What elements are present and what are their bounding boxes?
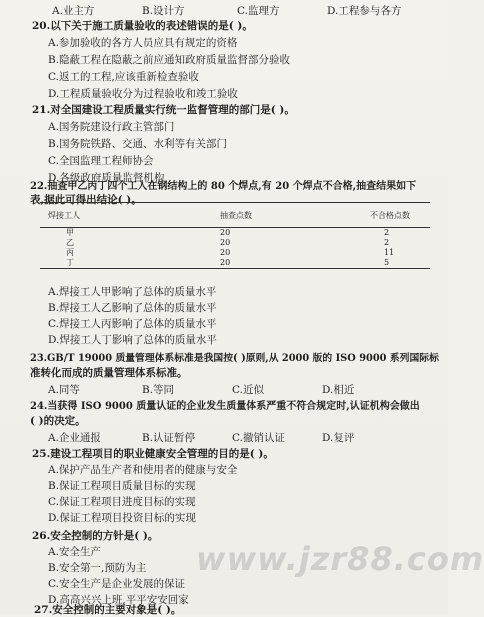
q22-stem-line1: 22.抽查甲乙丙丁四个工人在钢结构上的 80 个焊点,有 20 个焊点不合格,抽查结果如下 <box>30 181 417 192</box>
q24-option-b: B.认证暂停 <box>142 432 196 444</box>
q24-option-a: A.企业通报 <box>48 432 101 444</box>
q19-option-a: A.业主方 <box>52 5 95 17</box>
q23-option-a: A.同等 <box>48 384 80 396</box>
q22-option-d: D.焊接工人丁影响了总体的质量水平 <box>48 334 217 346</box>
q26-option-a: A.安全生产 <box>48 546 101 558</box>
q24-option-d: D.复评 <box>322 432 355 444</box>
cell-defective: 11 <box>384 248 395 257</box>
q20-option-a: A.参加验收的各方人员应具有规定的资格 <box>48 37 238 49</box>
table-row <box>40 238 430 248</box>
q25-stem: 25.建设工程项目的职业健康安全管理的目的是( )。 <box>32 448 274 460</box>
q23-option-b: B.等同 <box>142 384 175 396</box>
q26-option-d: D.高高兴兴上班,平平安安回家 <box>48 594 189 606</box>
q25-option-b: B.保证工程项目质量目标的实现 <box>48 480 196 492</box>
cell-defective: 5 <box>384 258 390 267</box>
q21-option-c: C.全国监理工程师协会 <box>48 155 154 167</box>
q20-stem: 20.以下关于施工质量验收的表述错误的是( )。 <box>32 20 253 32</box>
q23-option-d: D.相近 <box>322 384 355 396</box>
table-row <box>40 228 430 238</box>
cell-defective: 2 <box>384 228 390 237</box>
q23-stem-line2: 准转化而成的质量管理体系标准。 <box>30 367 188 379</box>
table-header <box>40 203 430 228</box>
cell-worker: 甲 <box>66 228 74 237</box>
q19-option-d: D.工程参与各方 <box>327 5 402 17</box>
q27-stem: 27.安全控制的主要对象是( )。 <box>34 604 182 616</box>
header-sampled: 抽查点数 <box>220 211 252 220</box>
q26-option-b: B.安全第一,预防为主 <box>48 562 147 574</box>
header-defective: 不合格点数 <box>370 211 410 220</box>
cell-sampled: 20 <box>220 228 231 237</box>
cell-worker: 丙 <box>66 248 74 257</box>
inspection-table <box>40 202 430 269</box>
q22-option-c: C.焊接工人丙影响了总体的质量水平 <box>48 318 217 330</box>
q21-option-a: A.国务院建设行政主管部门 <box>48 121 175 133</box>
cell-sampled: 20 <box>220 248 231 257</box>
header-worker: 焊接工人 <box>48 211 80 220</box>
watermark: www.jzr88.com <box>196 540 484 578</box>
q20-option-c: C.返工的工程,应该重新检查验收 <box>48 71 199 83</box>
cell-defective: 2 <box>384 238 390 247</box>
q21-option-b: B.国务院铁路、交通、水利等有关部门 <box>48 138 228 150</box>
q22-stem-line2: 表,据此可得出结论( )。 <box>30 194 142 206</box>
q22-option-b: B.焊接工人乙影响了总体的质量水平 <box>48 302 217 314</box>
q21-stem: 21.对全国建设工程质量实行统一监督管理的部门是( )。 <box>32 104 295 116</box>
q21-option-d: D.各级政府质量监督机构 <box>48 172 165 184</box>
q25-option-d: D.保证工程项目投资目标的实现 <box>48 512 196 524</box>
q25-option-a: A.保护产品生产者和使用者的健康与安全 <box>48 464 238 476</box>
q24-stem-line2: ( )的决定。 <box>30 415 86 427</box>
q26-stem: 26.安全控制的方针是( )。 <box>32 530 159 542</box>
q24-stem-line1: 24.当获得 ISO 9000 质量认证的企业发生质量体系严重不符合规定时,认证机构会做出 <box>30 401 420 412</box>
cell-worker: 丁 <box>66 258 74 267</box>
table-row <box>40 258 430 268</box>
q19-option-c: C.监理方 <box>237 5 280 17</box>
cell-sampled: 20 <box>220 238 231 247</box>
q23-option-c: C.近似 <box>232 384 264 396</box>
q20-option-d: D.工程质量验收分为过程验收和竣工验收 <box>48 88 238 100</box>
cell-sampled: 20 <box>220 258 231 267</box>
cell-worker: 乙 <box>66 238 74 247</box>
q26-option-c: C.安全生产是企业发展的保证 <box>48 578 185 590</box>
q24-option-c: C.撤销认证 <box>232 432 285 444</box>
q20-option-b: B.隐蔽工程在隐蔽之前应通知政府质量监督部分验收 <box>48 54 291 66</box>
q22-option-a: A.焊接工人甲影响了总体的质量水平 <box>48 286 217 298</box>
q25-option-c: C.保证工程项目进度目标的实现 <box>48 496 196 508</box>
q19-option-b: B.设计方 <box>142 5 185 17</box>
table-row <box>40 248 430 258</box>
q23-stem-line1: 23.GB/T 19000 质量管理体系标准是我国按( )原则,从 2000 版的 ISO 9000 系列国际标 <box>30 353 439 364</box>
